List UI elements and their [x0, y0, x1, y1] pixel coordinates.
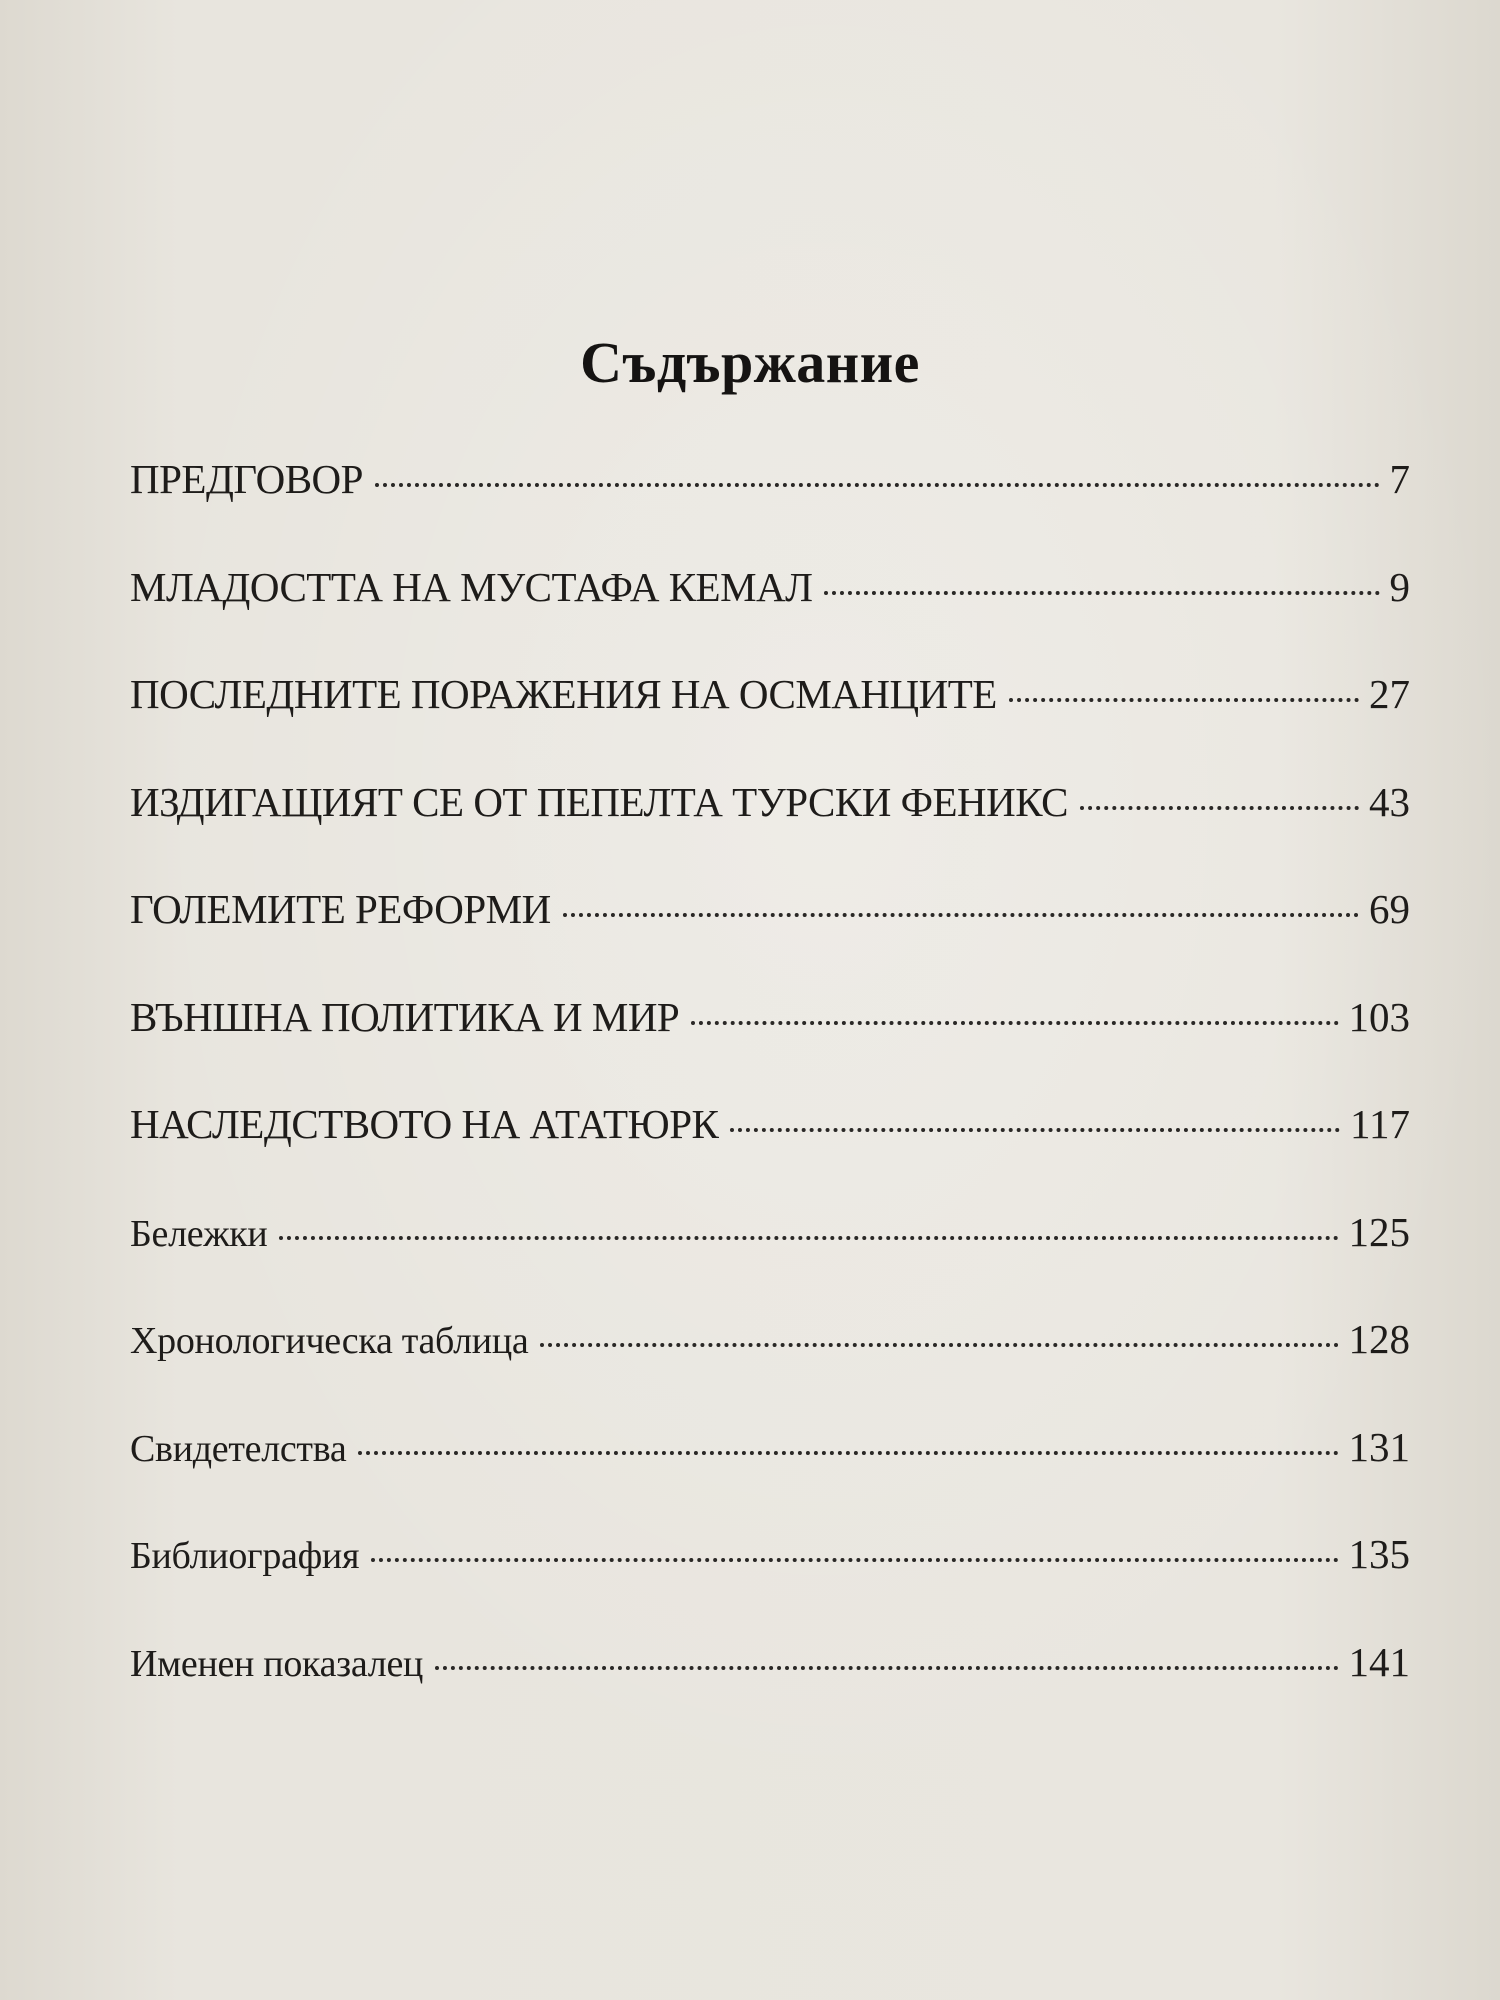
toc-entry-name-index [130, 1638, 1410, 1746]
dot-leader [279, 1236, 1338, 1240]
dot-leader [371, 1558, 1338, 1562]
toc-entry-page: 131 [1348, 1423, 1410, 1470]
dot-leader [435, 1666, 1338, 1670]
toc-entry-page: 43 [1369, 778, 1410, 825]
toc-entry-page: 103 [1348, 993, 1410, 1040]
toc-entry-title: НАСЛЕДСТВОТО НА АТАТЮРК [130, 1101, 719, 1147]
toc-entry-title: ПОСЛЕДНИТЕ ПОРАЖЕНИЯ НА ОСМАНЦИТЕ [130, 671, 997, 717]
toc-entry-page: 7 [1389, 456, 1410, 502]
toc-entry-title: Бележки [130, 1212, 268, 1255]
page-title: Съдържание [580, 329, 920, 395]
toc-entry-chronology [130, 1315, 1410, 1423]
toc-entry-page: 9 [1389, 563, 1410, 610]
dot-leader [691, 1021, 1338, 1025]
toc-entry-defeats [130, 670, 1410, 778]
toc-entry-title: МЛАДОСТТА НА МУСТАФА КЕМАЛ [130, 563, 813, 610]
dot-leader [1080, 806, 1359, 810]
toc-entry-page: 141 [1348, 1638, 1410, 1685]
toc-entry-title: Именен показалец [130, 1642, 424, 1685]
toc-entry-page: 135 [1348, 1531, 1410, 1577]
toc-entry-page: 69 [1369, 886, 1410, 932]
toc-entry-page: 128 [1348, 1316, 1410, 1362]
toc-entry-page: 125 [1348, 1208, 1410, 1255]
dot-leader [730, 1128, 1340, 1132]
toc-entry-page: 27 [1369, 671, 1410, 717]
dot-leader [540, 1343, 1338, 1347]
toc-entry-page: 117 [1350, 1101, 1410, 1147]
toc-entry-preface [130, 455, 1410, 563]
toc-entry-title: Свидетелства [130, 1427, 347, 1470]
toc-entry-title: ВЪНШНА ПОЛИТИКА И МИР [130, 993, 680, 1040]
table-of-contents [130, 455, 1410, 1745]
toc-entry-testimonies [130, 1423, 1410, 1531]
toc-entry-bibliography [130, 1530, 1410, 1638]
dot-leader [1009, 698, 1359, 702]
toc-entry-youth [130, 563, 1410, 671]
dot-leader [375, 483, 1380, 487]
dot-leader [358, 1451, 1338, 1455]
toc-entry-legacy [130, 1100, 1410, 1208]
dot-leader [824, 591, 1379, 595]
toc-entry-reforms [130, 885, 1410, 993]
toc-entry-title: Библиография [130, 1535, 360, 1577]
toc-entry-title: ПРЕДГОВОР [130, 456, 363, 502]
toc-entry-notes [130, 1208, 1410, 1316]
toc-entry-title: ГОЛЕМИТЕ РЕФОРМИ [130, 886, 551, 932]
toc-entry-phoenix [130, 778, 1410, 886]
dot-leader [563, 913, 1359, 917]
toc-entry-title: ИЗДИГАЩИЯТ СЕ ОТ ПЕПЕЛТА ТУРСКИ ФЕНИКС [130, 778, 1068, 825]
toc-entry-title: Хронологическа таблица [130, 1320, 529, 1362]
toc-entry-foreign-policy [130, 993, 1410, 1101]
